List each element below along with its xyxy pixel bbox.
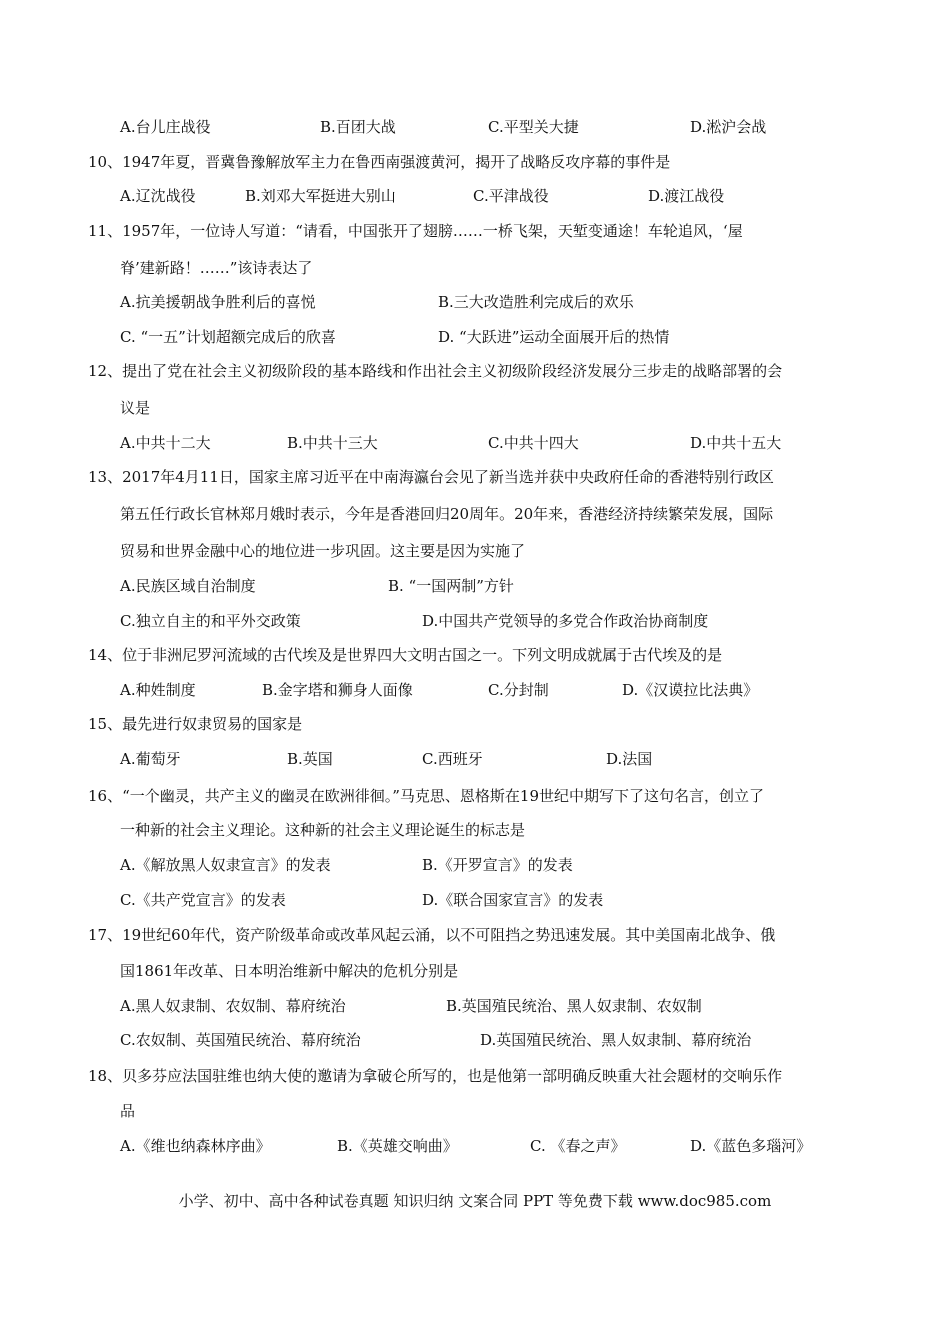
question-16-text: 16、“一个幽灵，共产主义的幽灵在欧洲徘徊。”马克思、恩格斯在19世纪中期写下了这句名言，创立了 (88, 787, 765, 805)
option-b: B.刘邓大军挺进大别山 (245, 187, 396, 205)
option-a: A.种姓制度 (120, 681, 196, 699)
option-c: C.平型关大捷 (488, 118, 579, 136)
option-d: D.法国 (606, 750, 653, 768)
option-d: D.淞沪会战 (690, 118, 767, 136)
option-c: C.中共十四大 (488, 434, 579, 452)
option-b: B. “一国两制”方针 (388, 577, 514, 595)
option-b: B.英国 (287, 750, 333, 768)
option-d: D. “大跃进”运动全面展开后的热情 (438, 328, 670, 346)
question-11-text: 11、1957年，一位诗人写道：“请看，中国张开了翅膀……一桥飞架，天堑变通途！车轮追风，‘屋 (88, 222, 743, 240)
option-b: B.百团大战 (320, 118, 396, 136)
option-c: C.农奴制、英国殖民统治、幕府统治 (120, 1031, 361, 1049)
option-a: A.《解放黑人奴隶宣言》的发表 (120, 856, 331, 874)
option-d: D.《蓝色多瑙河》 (690, 1137, 812, 1155)
option-a: A.抗美援朝战争胜利后的喜悦 (120, 293, 316, 311)
question-11-text-cont: 脊’建新路！……”该诗表达了 (120, 259, 313, 277)
question-12-text: 12、提出了党在社会主义初级阶段的基本路线和作出社会主义初级阶段经济发展分三步走的战略部署的会 (88, 362, 783, 380)
option-a: A.中共十二大 (120, 434, 211, 452)
option-d: D.中国共产党领导的多党合作政治协商制度 (422, 612, 709, 630)
page-footer: 小学、初中、高中各种试卷真题 知识归纳 文案合同 PPT 等免费下载 www.doc985.com (178, 1192, 772, 1210)
option-a: A.辽沈战役 (120, 187, 196, 205)
option-c: C. 《春之声》 (530, 1137, 626, 1155)
option-c: C.西班牙 (422, 750, 483, 768)
option-b: B.中共十三大 (287, 434, 378, 452)
option-a: A.台儿庄战役 (120, 118, 211, 136)
option-a: A.葡萄牙 (120, 750, 181, 768)
option-d: D.中共十五大 (690, 434, 782, 452)
question-13-text: 13、2017年4月11日，国家主席习近平在中南海瀛台会见了新当选并获中央政府任命的香港特别行政区 (88, 468, 774, 486)
question-17-text-cont: 国1861年改革、日本明治维新中解决的危机分别是 (120, 962, 459, 980)
option-d: D.英国殖民统治、黑人奴隶制、幕府统治 (480, 1031, 752, 1049)
option-d: D.《汉谟拉比法典》 (622, 681, 759, 699)
option-d: D.渡江战役 (648, 187, 725, 205)
question-18-text: 18、贝多芬应法国驻维也纳大使的邀请为拿破仑所写的，也是他第一部明确反映重大社会题材的交响乐作 (88, 1067, 783, 1085)
question-17-text: 17、19世纪60年代，资产阶级革命或改革风起云涌，以不可阻挡之势迅速发展。其中美国南北战争、俄 (88, 926, 776, 944)
option-b: B.金字塔和狮身人面像 (262, 681, 413, 699)
option-c: C.分封制 (488, 681, 549, 699)
option-a: A.《维也纳森林序曲》 (120, 1137, 271, 1155)
option-b: B.三大改造胜利完成后的欢乐 (438, 293, 634, 311)
question-13-text-cont-2: 贸易和世界金融中心的地位进一步巩固。这主要是因为实施了 (120, 542, 526, 560)
option-c: C. “一五”计划超额完成后的欣喜 (120, 328, 336, 346)
question-12-text-cont: 议是 (120, 399, 151, 417)
question-18-text-cont: 品 (120, 1102, 136, 1120)
question-15-text: 15、最先进行奴隶贸易的国家是 (88, 715, 303, 733)
option-a: A.民族区域自治制度 (120, 577, 256, 595)
question-16-text-cont: 一种新的社会主义理论。这种新的社会主义理论诞生的标志是 (120, 821, 526, 839)
question-13-text-cont-1: 第五任行政长官林郑月娥时表示，今年是香港回归20周年。20年来，香港经济持续繁荣发展，国际 (120, 505, 774, 523)
question-10-text: 10、1947年夏，晋冀鲁豫解放军主力在鲁西南强渡黄河，揭开了战略反攻序幕的事件是 (88, 153, 671, 171)
option-d: D.《联合国家宣言》的发表 (422, 891, 604, 909)
option-b: B.《英雄交响曲》 (337, 1137, 458, 1155)
option-c: C.独立自主的和平外交政策 (120, 612, 301, 630)
question-14-text: 14、位于非洲尼罗河流域的古代埃及是世界四大文明古国之一。下列文明成就属于古代埃及的是 (88, 646, 723, 664)
option-a: A.黑人奴隶制、农奴制、幕府统治 (120, 997, 346, 1015)
option-c: C.《共产党宣言》的发表 (120, 891, 286, 909)
option-b: B.英国殖民统治、黑人奴隶制、农奴制 (446, 997, 702, 1015)
option-b: B.《开罗宣言》的发表 (422, 856, 573, 874)
option-c: C.平津战役 (473, 187, 549, 205)
